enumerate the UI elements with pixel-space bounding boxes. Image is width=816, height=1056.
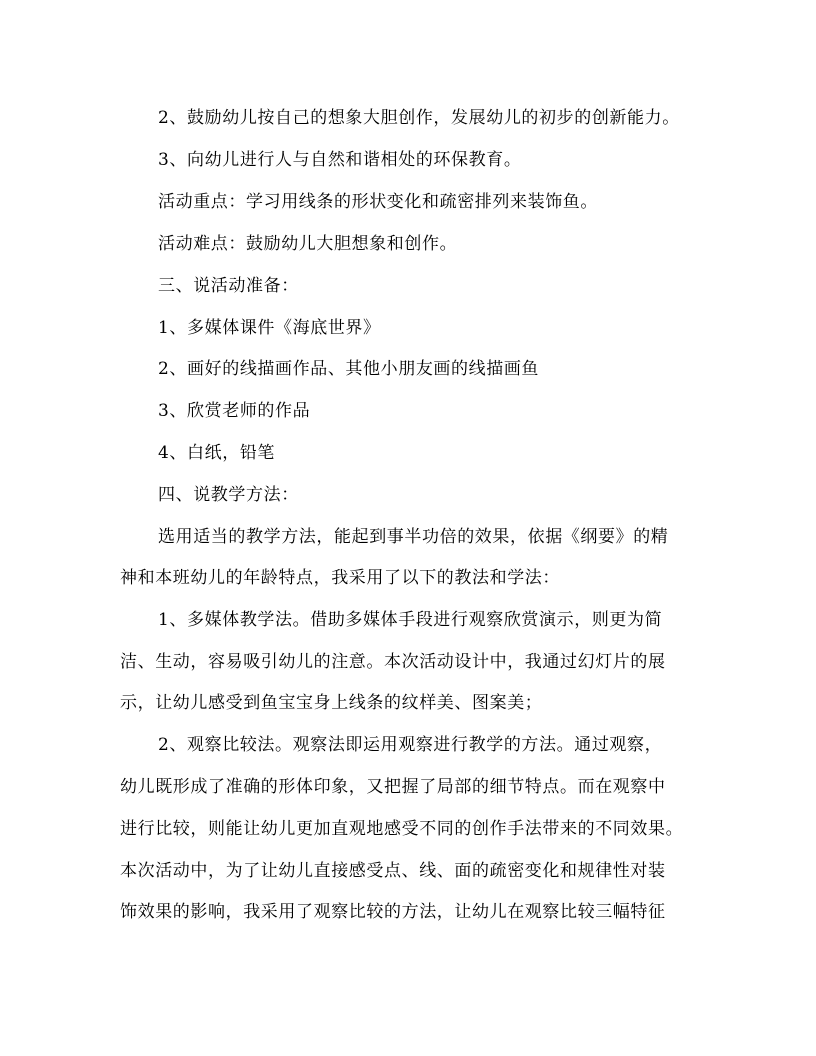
paragraph-line: 本次活动中，为了让幼儿直接感受点、线、面的疏密变化和规律性对装 <box>120 861 666 881</box>
paragraph-line: 选用适当的教学方法，能起到事半功倍的效果，依据《纲要》的精 <box>158 527 669 547</box>
paragraph-line: 活动重点：学习用线条的形状变化和疏密排列来装饰鱼。 <box>158 192 598 212</box>
paragraph-line: 2、鼓励幼儿按自己的想象大胆创作，发展幼儿的初步的创新能力。 <box>158 108 680 128</box>
paragraph-line: 示，让幼儿感受到鱼宝宝身上线条的纹样美、图案美； <box>120 693 543 713</box>
section-heading: 四、说教学方法： <box>158 485 299 505</box>
section-heading: 三、说活动准备： <box>158 276 299 296</box>
paragraph-line: 1、多媒体教学法。借助多媒体手段进行观察欣赏演示，则更为简 <box>158 610 663 630</box>
paragraph-line: 幼儿既形成了准确的形体印象，又把握了局部的细节特点。而在观察中 <box>120 777 666 797</box>
paragraph-line: 进行比较，则能让幼儿更加直观地感受不同的创作手法带来的不同效果。 <box>120 819 684 839</box>
paragraph-line: 神和本班幼儿的年龄特点，我采用了以下的教法和学法： <box>120 568 560 588</box>
paragraph-line: 饰效果的影响，我采用了观察比较的方法，让幼儿在观察比较三幅特征 <box>120 902 666 922</box>
paragraph-line: 2、画好的线描画作品、其他小朋友画的线描画鱼 <box>158 359 540 379</box>
paragraph-line: 活动难点：鼓励幼儿大胆想象和创作。 <box>158 234 458 254</box>
paragraph-line: 3、向幼儿进行人与自然和谐相处的环保教育。 <box>158 150 522 170</box>
paragraph-line: 4、白纸，铅笔 <box>158 443 276 463</box>
paragraph-line: 3、欣赏老师的作品 <box>158 401 311 421</box>
paragraph-line: 2、观察比较法。观察法即运用观察进行教学的方法。通过观察， <box>158 735 663 755</box>
paragraph-line: 1、多媒体课件《海底世界》 <box>158 318 381 338</box>
paragraph-line: 洁、生动，容易吸引幼儿的注意。本次活动设计中，我通过幻灯片的展 <box>120 652 666 672</box>
